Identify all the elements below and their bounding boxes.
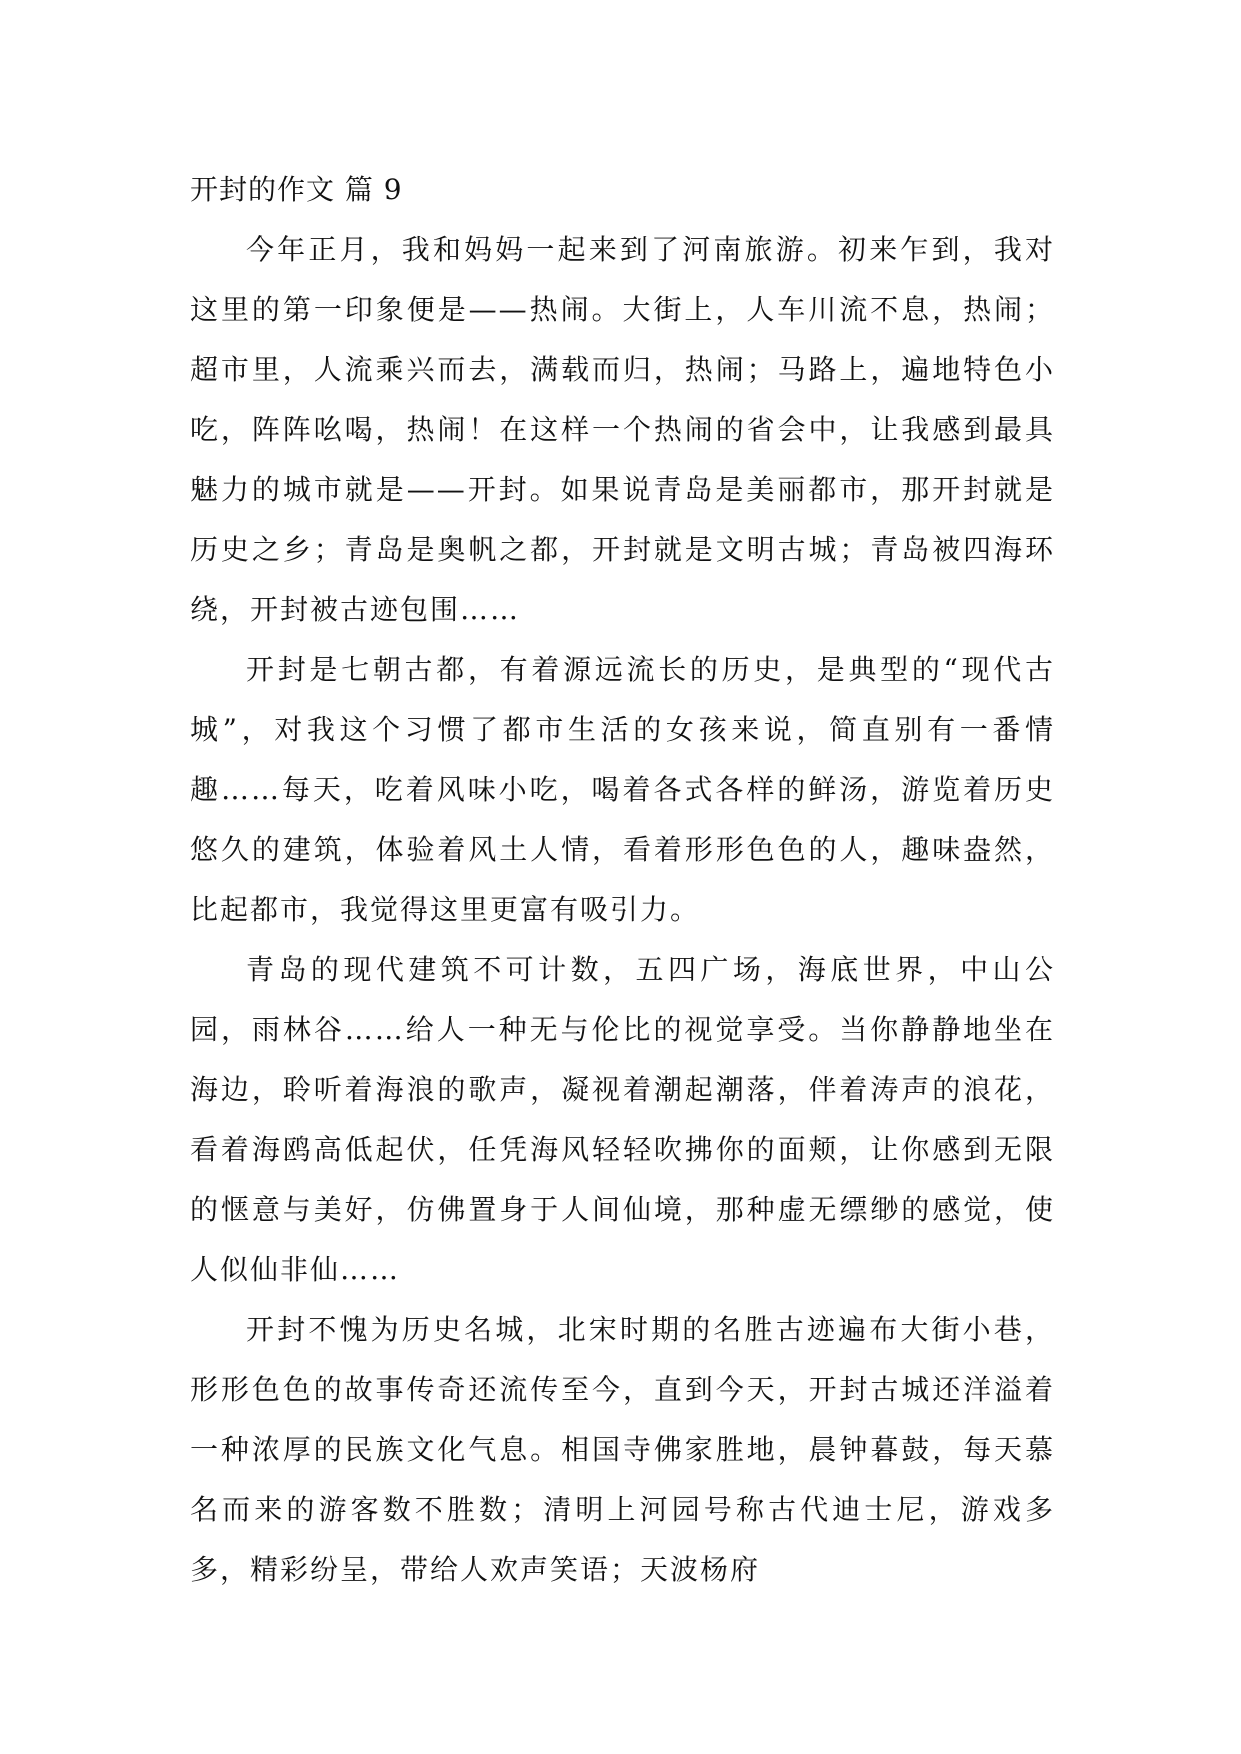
paragraph-3: 青岛的现代建筑不可计数，五四广场，海底世界，中山公园，雨林谷……给人一种无与伦比的视觉享受。当你静静地坐在海边，聆听着海浪的歌声，凝视着潮起潮落，伴着涛声的浪花，看着海鸥高低起伏，任凭海风轻轻吹拂你的面颊，让你感到无限的惬意与美好，仿佛置身于人间仙境，那种虚无缥缈的感觉，使人似仙非仙…… xyxy=(190,953,1055,1286)
document-page xyxy=(190,160,1055,1600)
paragraph-2: 开封是七朝古都，有着源远流长的历史，是典型的“现代古城”，对我这个习惯了都市生活的女孩来说，简直别有一番情趣……每天，吃着风味小吃，喝着各式各样的鲜汤，游览着历史悠久的建筑，体验着风土人情，看着形形色色的人，趣味盎然，比起都市，我觉得这里更富有吸引力。 xyxy=(190,653,1055,926)
paragraph-1: 今年正月，我和妈妈一起来到了河南旅游。初来乍到，我对这里的第一印象便是——热闹。大街上，人车川流不息，热闹；超市里，人流乘兴而去，满载而归，热闹；马路上，遍地特色小吃，阵阵吆喝，热闹！在这样一个热闹的省会中，让我感到最具魅力的城市就是——开封。如果说青岛是美丽都市，那开封就是历史之乡；青岛是奥帆之都，开封就是文明古城；青岛被四海环绕，开封被古迹包围…… xyxy=(190,233,1055,626)
paragraph-4: 开封不愧为历史名城，北宋时期的名胜古迹遍布大街小巷，形形色色的故事传奇还流传至今，直到今天，开封古城还洋溢着一种浓厚的民族文化气息。相国寺佛家胜地，晨钟暮鼓，每天慕名而来的游客数不胜数；清明上河园号称古代迪士尼，游戏多多，精彩纷呈，带给人欢声笑语；天波杨府 xyxy=(190,1313,1055,1586)
document-title: 开封的作文 篇 9 xyxy=(190,173,403,206)
